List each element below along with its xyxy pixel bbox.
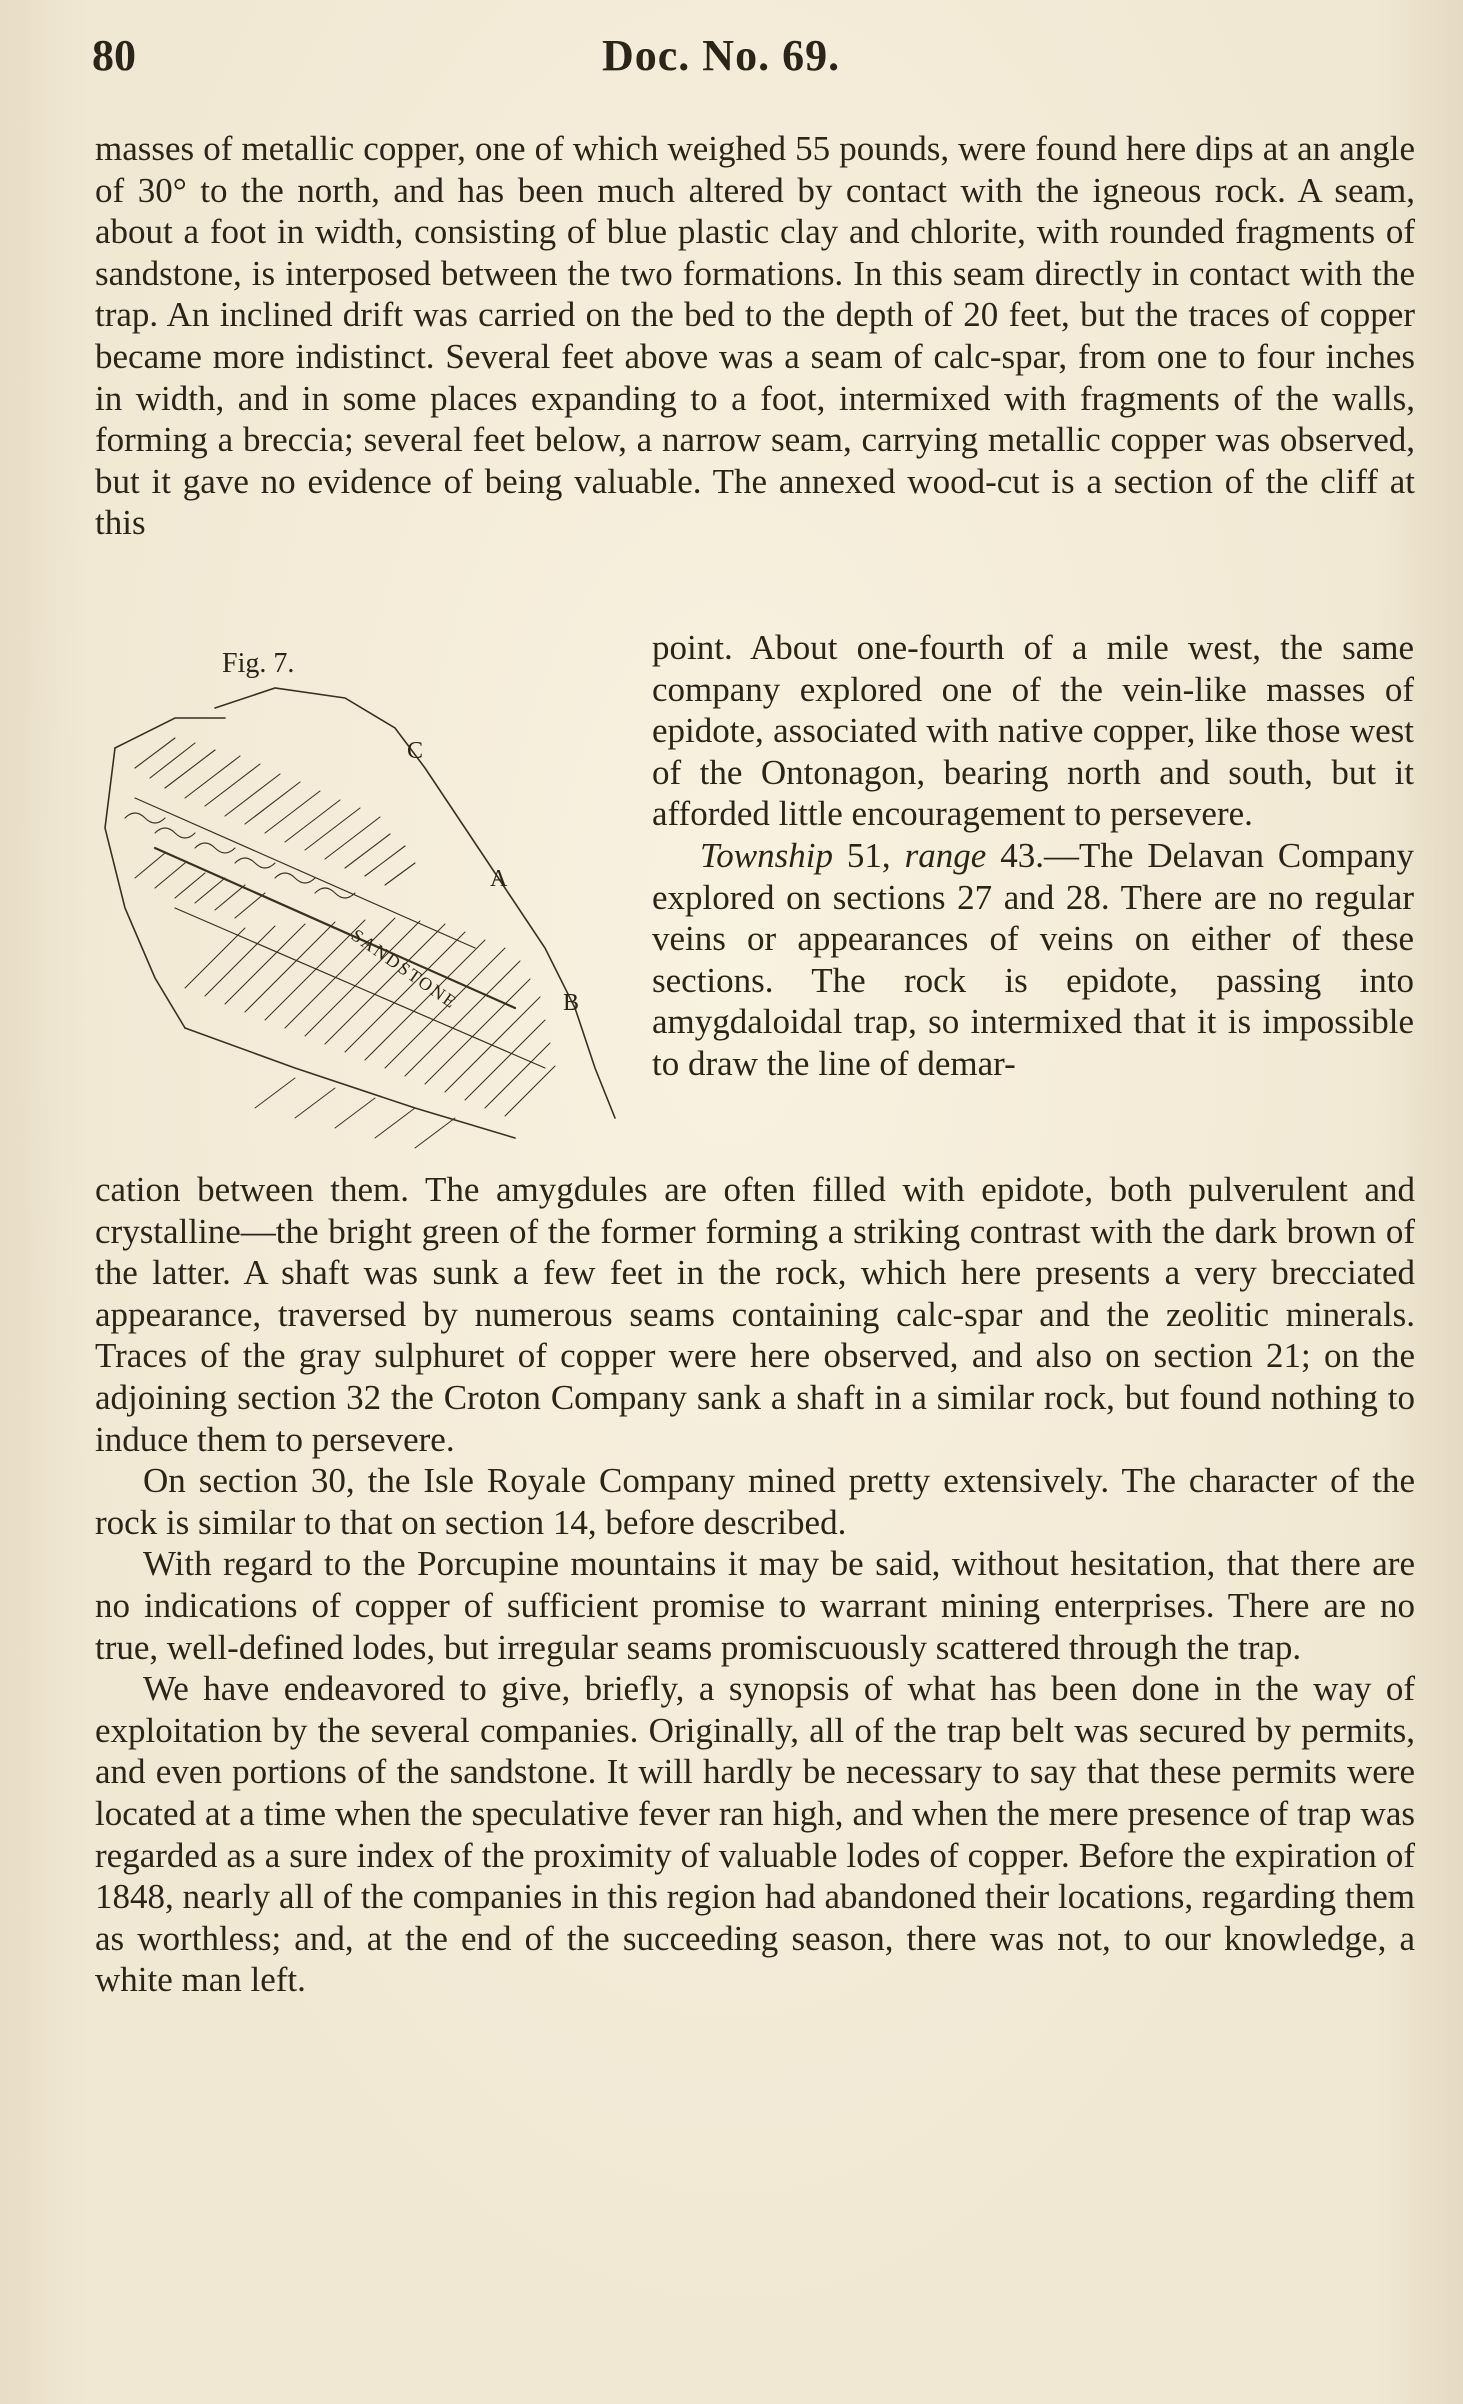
range-label: range (904, 835, 987, 875)
figure-letter-b: B (563, 990, 580, 1016)
township-number: 51, (832, 835, 905, 875)
paragraph-1: masses of metallic copper, one of which weighed 55 pounds, were found here dips at an angle of 30° to the north, and has been much altered by contact with the igneous rock. A seam, about a foot in width, consisting of blue plastic clay and chlorite, with rounded fragments of sandstone, is interposed between the two formations. In this seam directly in contact with the trap. An inclined drift was carried on the bed to the depth of 20 feet, but the traces of copper became more indistinct. Several feet above was a seam of calc-spar, from one to four inches in width, and in some places expanding to a foot, intermixed with fragments of the walls, forming a breccia; several feet below, a narrow seam, carrying metallic copper was observed, but it gave no evidence of being valuable. The annexed wood-cut is a section of the cliff at this (95, 129, 1415, 543)
page-number: 80 (92, 31, 136, 80)
document-title: Doc. No. 69. (602, 31, 841, 80)
paragraph-top (95, 128, 1415, 544)
paragraph-2-side: 43.—The Delavan Company explored on sections 27 and 28. There are no regular veins or appearances of veins on either of these sections. The rock is epidote, passing into amygdaloidal trap, so intermixed that it is impossible to draw the line of demar- (652, 835, 1414, 1083)
figure-sandstone-label: SANDSTONE (347, 924, 462, 1013)
paragraph-2-rest: cation between them. The amygdules are often filled with epidote, both pulverulent and crystalline—the bright green of the former forming a striking contrast with the dark brown of the latter. A shaft was sunk a few feet in the rock, which here presents a very brecciated appearance, traversed by numerous seams containing calc-spar and the zeolitic minerals. Traces of the gray sulphuret of copper were here observed, and also on section 21; on the adjoining section 32 the Croton Company sank a shaft in a similar rock, but found nothing to induce them to persevere. (95, 1170, 1415, 1459)
paragraph-2-start (652, 835, 1414, 1085)
figure-letter-c: C (407, 738, 424, 764)
paragraph-1-continued: point. About one-fourth of a mile west, the same company explored one of the vein-like masses of epidote, associated with native copper, like those west of the Ontonagon, bearing north and south, but it afforded little encouragement to persevere. (652, 628, 1414, 834)
cliff-section-woodcut-icon (95, 648, 635, 1168)
paragraph-bottom (95, 1169, 1415, 2001)
side-text-column (652, 627, 1414, 1085)
page-header (92, 30, 1412, 90)
figure-letter-a: A (490, 866, 508, 892)
figure-label: Fig. 7. (222, 648, 295, 679)
township-label: Township (700, 835, 833, 875)
paragraph-5: We have endeavored to give, briefly, a synopsis of what has been done in the way of exploitation by the several companies. Originally, all of the trap belt was secured by permits, and even portions of the sandstone. It will hardly be necessary to say that these permits were located at a time when the speculative fever ran high, and when the mere presence of trap was regarded as a sure index of the proximity of valuable lodes of copper. Before the expiration of 1848, nearly all of the companies in this region had abandoned their locations, regarding them as worthless; and, at the end of the succeeding season, there was not, to our knowledge, a white man left. (95, 1669, 1415, 2000)
paragraph-3: On section 30, the Isle Royale Company mined pretty extensively. The character of the rock is similar to that on section 14, before described. (95, 1461, 1415, 1542)
paragraph-4: With regard to the Porcupine mountains it may be said, without hesitation, that there are no indications of copper of sufficient promise to warrant mining enterprises. There are no true, well-defined lodes, but irregular seams promiscuously scattered through the trap. (95, 1544, 1415, 1667)
